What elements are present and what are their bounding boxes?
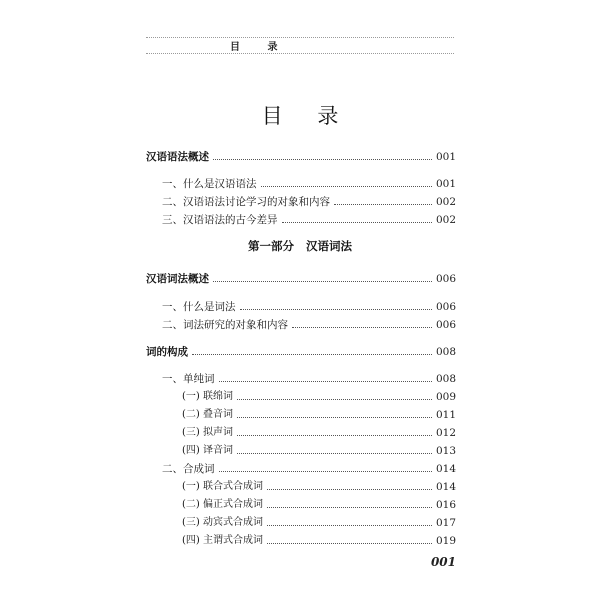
toc-entry-page: 006: [435, 273, 456, 285]
toc-dot-leader: [261, 186, 432, 187]
toc-entry[interactable]: [146, 515, 456, 531]
toc-entry-title: (三) 动宾式合成词: [182, 517, 263, 528]
toc-entry-page: 006: [435, 319, 456, 331]
toc-entry[interactable]: [146, 371, 456, 387]
toc-entry-title: 词的构成: [146, 346, 188, 358]
toc-entry[interactable]: [146, 479, 456, 495]
toc-entry-page: 009: [435, 391, 456, 403]
toc-entry-title: 二、词法研究的对象和内容: [162, 319, 288, 331]
toc-dot-leader: [292, 327, 432, 328]
toc-entry[interactable]: [146, 389, 456, 405]
toc-dot-leader: [267, 525, 432, 526]
toc-entry-page: 008: [435, 373, 456, 385]
toc-dot-leader: [282, 222, 432, 223]
toc-entry-page: 011: [435, 409, 456, 421]
toc-entry[interactable]: [146, 299, 456, 315]
toc-entry-title: (二) 偏正式合成词: [182, 499, 263, 510]
toc-entry[interactable]: [146, 194, 456, 210]
toc-entry-page: 014: [435, 481, 456, 493]
toc-dot-leader: [213, 159, 432, 160]
toc-entry-title: 二、合成词: [162, 463, 215, 475]
toc-entry-title: 二、汉语语法讨论学习的对象和内容: [162, 196, 330, 208]
toc-entry[interactable]: [146, 271, 456, 287]
toc-entry-title: (三) 拟声词: [182, 427, 233, 438]
toc-entry-title: (一) 联合式合成词: [182, 481, 263, 492]
toc-entry[interactable]: [146, 533, 456, 549]
toc-dot-leader: [219, 471, 432, 472]
toc-entry-title: 一、什么是汉语语法: [162, 178, 257, 190]
toc-dot-leader: [267, 489, 432, 490]
toc-entry-page: 002: [435, 214, 456, 226]
toc-entry-title: 一、什么是词法: [162, 301, 236, 313]
header-dotted-rule-bottom: [146, 53, 454, 54]
toc-entry-page: 013: [435, 445, 456, 457]
toc-entry-page: 014: [435, 463, 456, 475]
toc-entry-page: 002: [435, 196, 456, 208]
running-header: [146, 36, 454, 56]
toc-entry[interactable]: [146, 497, 456, 513]
part-heading: 第一部分 汉语词法: [247, 239, 352, 253]
toc-dot-leader: [240, 309, 432, 310]
toc-entry-page: 019: [435, 535, 456, 547]
toc-entry-page: 016: [435, 499, 456, 511]
page-title: 目 录: [261, 104, 353, 128]
toc-entry-title: 汉语词法概述: [146, 273, 209, 285]
toc-dot-leader: [213, 281, 432, 282]
toc-entry-title: 汉语语法概述: [146, 151, 209, 163]
toc-dot-leader: [237, 417, 432, 418]
toc-dot-leader: [334, 204, 432, 205]
toc-entry-title: (二) 叠音词: [182, 409, 233, 420]
toc-entry-title: (四) 译音词: [182, 445, 233, 456]
toc-dot-leader: [267, 507, 432, 508]
toc-entry-page: 001: [435, 178, 456, 190]
toc-dot-leader: [192, 354, 432, 355]
toc-dot-leader: [237, 435, 432, 436]
toc-entry[interactable]: [146, 425, 456, 441]
toc-entry-page: 001: [435, 151, 456, 163]
toc-dot-leader: [237, 453, 432, 454]
toc-entry[interactable]: [146, 149, 456, 165]
toc-entry[interactable]: [146, 461, 456, 477]
toc-dot-leader: [219, 381, 432, 382]
toc-entry-title: (一) 联绵词: [182, 391, 233, 402]
toc-entry-page: 017: [435, 517, 456, 529]
toc-entry-page: 008: [435, 346, 456, 358]
toc-entry-title: 三、汉语语法的古今差异: [162, 214, 278, 226]
header-dotted-rule-top: [146, 37, 454, 38]
toc-entry[interactable]: [146, 212, 456, 228]
page-number: 001: [430, 555, 456, 569]
toc-entry-page: 006: [435, 301, 456, 313]
toc-entry[interactable]: [146, 407, 456, 423]
toc-entry[interactable]: [146, 176, 456, 192]
toc-entry[interactable]: [146, 317, 456, 333]
toc-entry-title: (四) 主谓式合成词: [182, 535, 263, 546]
toc-dot-leader: [267, 543, 432, 544]
toc-entry-page: 012: [435, 427, 456, 439]
toc-entry-title: 一、单纯词: [162, 373, 215, 385]
toc-entry[interactable]: [146, 344, 456, 360]
toc-dot-leader: [237, 399, 432, 400]
toc-entry[interactable]: [146, 443, 456, 459]
running-header-label: 目 录: [230, 42, 290, 53]
